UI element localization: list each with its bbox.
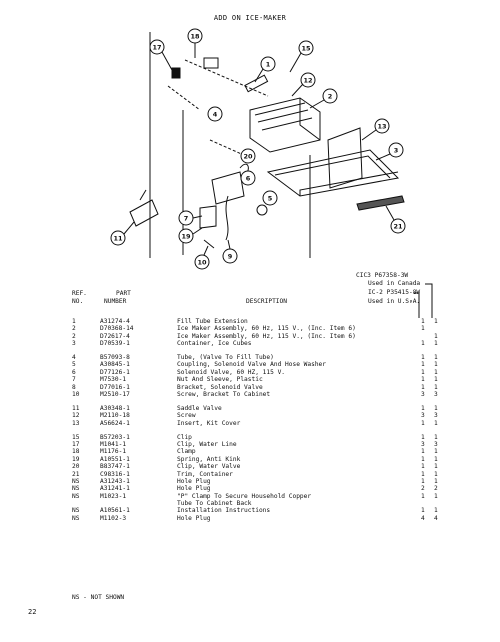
qty-model-1-cell: 3 (421, 412, 425, 420)
description-cell: Solenoid Valve, 60 HZ, 115 V. (177, 368, 286, 376)
ref-no-cell: NS (72, 477, 80, 485)
parts-row (72, 471, 452, 478)
parts-row (72, 405, 452, 412)
qty-model-1-cell: 3 (421, 440, 425, 448)
description-cell: Tube To Cabinet Back (177, 500, 252, 508)
part-number-cell: M1102-3 (100, 514, 127, 522)
parts-row (72, 354, 452, 361)
part-number-cell: B83747-1 (100, 463, 130, 471)
qty-model-1-cell: 1 (421, 455, 425, 463)
ref-no-cell: NS (72, 492, 80, 500)
part-number-cell: D77016-1 (100, 383, 130, 391)
parts-row (72, 333, 452, 340)
part-number-cell: A10561-1 (100, 507, 130, 515)
qty-model-2-cell: 1 (434, 463, 438, 471)
ref-no-cell: 2 (72, 332, 76, 340)
qty-model-2-cell: 3 (434, 412, 438, 420)
part-number-cell: B57093-8 (100, 354, 130, 362)
qty-model-1-cell: 1 (421, 477, 425, 485)
part-number-cell: B57203-1 (100, 433, 130, 441)
parts-row (72, 376, 452, 383)
description-cell: Spring, Anti Kink (177, 455, 241, 463)
callout-label: 21 (393, 222, 403, 231)
qty-model-2-cell: 1 (434, 455, 438, 463)
qty-model-2-cell: 1 (434, 492, 438, 500)
description-cell: "P" Clamp To Secure Household Copper (177, 492, 312, 500)
parts-row (72, 361, 452, 368)
part-number-cell: M2110-18 (100, 412, 130, 420)
description-cell: Saddle Valve (177, 404, 222, 412)
parts-row (72, 434, 452, 441)
qty-model-1-cell: 1 (421, 463, 425, 471)
part-number-cell: A31274-4 (100, 318, 130, 325)
page-title: ADD ON ICE-MAKER (213, 14, 287, 22)
ref-no-cell: 7 (72, 376, 76, 384)
description-cell: Hole Plug (177, 485, 211, 493)
qty-model-2-cell: 3 (434, 391, 438, 399)
callout-label: 10 (197, 258, 207, 267)
callout-label: 3 (393, 146, 399, 155)
qty-model-1-cell: 1 (421, 376, 425, 384)
callout-label: 2 (327, 92, 333, 101)
part-number-cell: A10551-1 (100, 455, 130, 463)
description-cell: Insert, Kit Cover (177, 419, 241, 427)
callout-label: 5 (267, 194, 273, 203)
model-line: Used in Canada (368, 280, 421, 287)
ref-no-cell: 11 (72, 404, 80, 412)
qty-model-1-cell: 3 (421, 391, 425, 399)
callout-label: 7 (183, 214, 189, 223)
callout-label: 1 (265, 60, 271, 69)
ref-no-cell: NS (72, 507, 80, 515)
header-part-number: PART NUMBER (104, 290, 131, 305)
callout-label: 15 (301, 44, 311, 53)
qty-model-1-cell: 1 (421, 492, 425, 500)
qty-model-1-cell: 1 (421, 404, 425, 412)
qty-model-2-cell: 4 (434, 514, 438, 522)
parts-row (72, 340, 452, 347)
parts-row (72, 478, 452, 485)
ref-no-cell: 21 (72, 470, 80, 478)
ref-no-cell: 1 (72, 318, 76, 325)
parts-row (72, 500, 452, 507)
qty-model-2-cell: 1 (434, 433, 438, 441)
description-cell: Screw, Bracket To Cabinet (177, 391, 271, 399)
part-number-cell: M1041-1 (100, 440, 127, 448)
part-number-cell: A30845-1 (100, 361, 130, 369)
part-number-cell: A31243-1 (100, 477, 130, 485)
header-description: DESCRIPTION (246, 298, 287, 305)
parts-row (72, 515, 452, 522)
part-number-cell: A31241-1 (100, 485, 130, 493)
part-number-cell: C98316-1 (100, 470, 130, 478)
callout-label: 18 (190, 32, 200, 41)
part-number-cell: M2510-17 (100, 391, 130, 399)
ref-no-cell: 13 (72, 419, 80, 427)
qty-model-1-cell: 1 (421, 325, 425, 333)
qty-model-2-cell: 1 (434, 448, 438, 456)
ref-no-cell: NS (72, 514, 80, 522)
callout-label: 11 (113, 234, 123, 243)
parts-row (72, 507, 452, 514)
ref-no-cell: 15 (72, 433, 80, 441)
description-cell: Clip, Water Line (177, 440, 237, 448)
header-ref-no: REF. NO. (72, 290, 87, 305)
model-line: Used in U.S.A. (368, 298, 421, 305)
callout-label: 12 (303, 76, 313, 85)
description-cell: Ice Maker Assembly, 60 Hz, 115 V., (Inc. Item 6) (177, 325, 356, 333)
parts-group (72, 434, 452, 523)
description-cell: Tube, (Valve To Fill Tube) (177, 354, 274, 362)
description-cell: Nut And Sleeve, Plastic (177, 376, 263, 384)
qty-model-2-cell: 1 (434, 507, 438, 515)
qty-model-1-cell: 1 (421, 368, 425, 376)
ref-no-cell: 5 (72, 361, 76, 369)
parts-row (72, 384, 452, 391)
qty-model-2-cell: 1 (434, 477, 438, 485)
description-cell: Ice Maker Assembly, 60 Hz, 115 V., (Inc. Item 6) (177, 332, 356, 340)
description-cell: Bracket, Solenoid Valve (177, 383, 263, 391)
qty-model-1-cell: 1 (421, 383, 425, 391)
qty-model-2-cell: 3 (434, 440, 438, 448)
part-number-cell: M1176-1 (100, 448, 127, 456)
ref-no-cell: 12 (72, 412, 80, 420)
part-number-cell: A30348-1 (100, 404, 130, 412)
part-number-cell: M7530-1 (100, 376, 127, 384)
qty-model-1-cell: 1 (421, 507, 425, 515)
parts-group (72, 405, 452, 427)
ref-no-cell: 18 (72, 448, 80, 456)
parts-group (72, 318, 452, 348)
qty-model-2-cell: 1 (434, 368, 438, 376)
callout-label: 6 (245, 174, 251, 183)
description-cell: Container, Ice Cubes (177, 340, 252, 348)
part-number-cell: D70368-14 (100, 325, 134, 333)
part-number-cell: D70539-1 (100, 340, 130, 348)
parts-row (72, 493, 452, 500)
qty-model-1-cell: 1 (421, 340, 425, 348)
parts-row (72, 456, 452, 463)
description-cell: Coupling, Solenoid Valve And Hose Washer (177, 361, 327, 369)
part-number-cell: M1023-1 (100, 492, 127, 500)
part-number-cell: A56624-1 (100, 419, 130, 427)
description-cell: Clip, Water Valve (177, 463, 241, 471)
callout-label: 13 (377, 122, 387, 131)
description-cell: Clip (177, 433, 192, 441)
ref-no-cell: NS (72, 485, 80, 493)
qty-model-2-cell: 1 (434, 404, 438, 412)
qty-model-2-cell: 1 (434, 376, 438, 384)
parts-row (72, 448, 452, 455)
parts-group (72, 354, 452, 398)
parts-row (72, 391, 452, 398)
parts-row (72, 463, 452, 470)
parts-row (72, 325, 452, 332)
description-cell: Hole Plug (177, 514, 211, 522)
qty-model-1-cell: 4 (421, 514, 425, 522)
parts-row (72, 441, 452, 448)
callout-label: 20 (243, 152, 253, 161)
description-cell: Screw (177, 412, 196, 420)
description-cell: Installation Instructions (177, 507, 271, 515)
page-number: 22 (28, 608, 37, 616)
description-cell: Trim, Container (177, 470, 233, 478)
model-line: IC-2 P35415-8W (368, 289, 421, 296)
parts-row (72, 369, 452, 376)
qty-model-2-cell: 1 (434, 470, 438, 478)
qty-model-1-cell: 1 (421, 433, 425, 441)
ref-no-cell: 20 (72, 463, 80, 471)
callout-label: 9 (227, 252, 233, 261)
qty-model-1-cell: 1 (421, 419, 425, 427)
ref-no-cell: 10 (72, 391, 80, 399)
model-line: CIC3 P67358-3W (356, 272, 409, 279)
ref-no-cell: 17 (72, 440, 80, 448)
qty-model-2-cell: 1 (434, 332, 438, 340)
ref-no-cell: 3 (72, 340, 76, 348)
callout-label: 19 (181, 232, 191, 241)
qty-model-1-cell: 1 (421, 361, 425, 369)
qty-model-1-cell: 1 (421, 318, 425, 325)
ref-no-cell: 19 (72, 455, 80, 463)
qty-model-2-cell: 1 (434, 318, 438, 325)
ref-no-cell: 6 (72, 368, 76, 376)
qty-model-2-cell: 2 (434, 485, 438, 493)
parts-list (72, 318, 452, 529)
qty-model-1-cell: 2 (421, 485, 425, 493)
ref-no-cell: 4 (72, 354, 76, 362)
description-cell: Fill Tube Extension (177, 318, 248, 325)
qty-model-1-cell: 1 (421, 354, 425, 362)
qty-model-2-cell: 1 (434, 340, 438, 348)
qty-model-1-cell: 1 (421, 470, 425, 478)
parts-row (72, 318, 452, 325)
qty-model-1-cell: 1 (421, 448, 425, 456)
ref-no-cell: 2 (72, 325, 76, 333)
description-cell: Clamp (177, 448, 196, 456)
qty-model-2-cell: 1 (434, 383, 438, 391)
qty-model-2-cell: 1 (434, 354, 438, 362)
parts-row (72, 485, 452, 492)
qty-model-2-cell: 1 (434, 419, 438, 427)
part-number-cell: D77126-1 (100, 368, 130, 376)
part-number-cell: D72617-4 (100, 332, 130, 340)
footnote: NS - NOT SHOWN (72, 594, 125, 601)
description-cell: Hole Plug (177, 477, 211, 485)
parts-row (72, 420, 452, 427)
parts-row (72, 412, 452, 419)
qty-model-2-cell: 1 (434, 361, 438, 369)
callout-label: 17 (152, 43, 162, 52)
callout-label: 4 (212, 110, 218, 119)
ref-no-cell: 8 (72, 383, 76, 391)
